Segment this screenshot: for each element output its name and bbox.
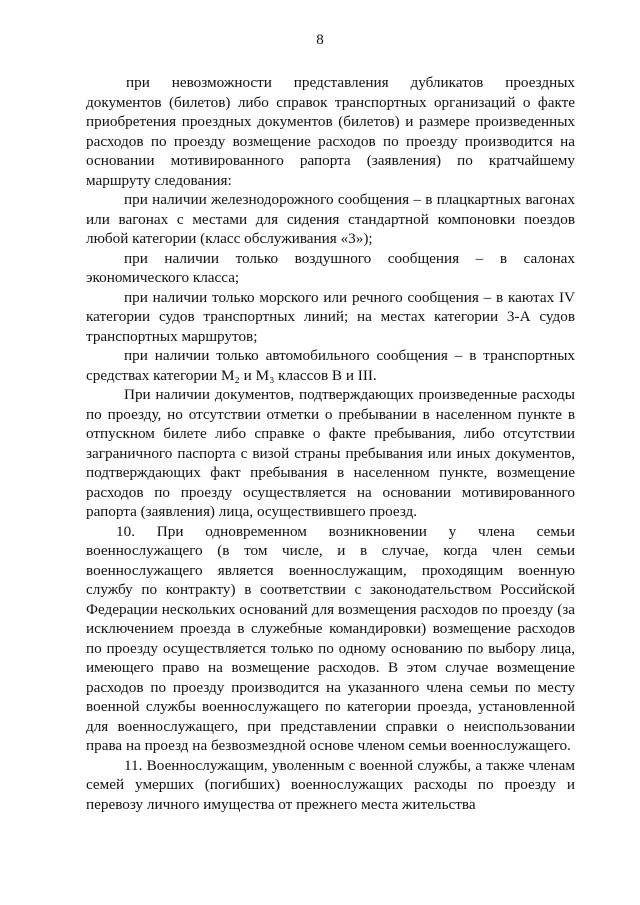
paragraph-documents: При наличии документов, подтверждающих произведенные расходы по проезду, но отсутствии отметки о пребывании в населенном пункте в отпускном билете либо справке о факте пребывания, либо отсутствии заграничного паспорта с визой страны пребывания или иных документов, подтверждающих факт пребывания в населенном пункте, возмещение расходов по проезду осуществляется на основании мотивированного рапорта (заявления) лица, осуществившего проезд. — [86, 386, 575, 520]
paragraph-item-10: 10. При одновременном возникновении у члена семьи военнослужащего (в том числе, и в случае, когда член семьи военнослужащего является военнослужащим, проходящим военную службу по контракту) в соответствии с законодательством Российской Федерации нескольких оснований для возмещения расходов по проезду (за исключением проезда в служебные командировки) возмещение расходов по проезду осуществляется только по одному основанию по выбору лица, имеющего право на возмещение расходов. В этом случае возмещение расходов по проезду производится на указанного члена семьи по месту военной службы военнослужащего по категории проезда, установленной для военнослужащего, при представлении справки о неиспользовании права на проезд на безвозмездной основе членом семьи военнослужащего. — [86, 522, 575, 754]
paragraph-road: при наличии только автомобильного сообщения – в транспортных средствах категории M₂ и M₃ классов В и III. — [86, 347, 575, 384]
paragraph-air: при наличии только воздушного сообщения – в салонах экономического класса; — [86, 249, 575, 286]
document-body — [86, 73, 575, 814]
page-number: 8 — [316, 32, 324, 48]
paragraph-sea-river: при наличии только морского или речного сообщения – в каютах IV категории судов транспортных линий; на местах категории 3-А судов транспортных маршрутов; — [86, 288, 575, 345]
paragraph-railway: при наличии железнодорожного сообщения – в плацкартных вагонах или вагонах с местами для сидения стандартной компоновки поездов любой категории (класс обслуживания «3»); — [86, 191, 575, 247]
paragraph-intro: при невозможности представления дубликатов проездных документов (билетов) либо справок транспортных организаций о факте приобретения проездных документов (билетов) и размере произведенных расходов по проезду возмещение расходов по проезду производится на основании мотивированного рапорта (заявления) по кратчайшему маршруту следования: — [86, 74, 575, 189]
paragraph-item-11: 11. Военнослужащим, уволенным с военной службы, а также членам семей умерших (погибших) военнослужащих расходы по проезду и перевозу личного имущества от прежнего места жительства — [86, 756, 575, 813]
